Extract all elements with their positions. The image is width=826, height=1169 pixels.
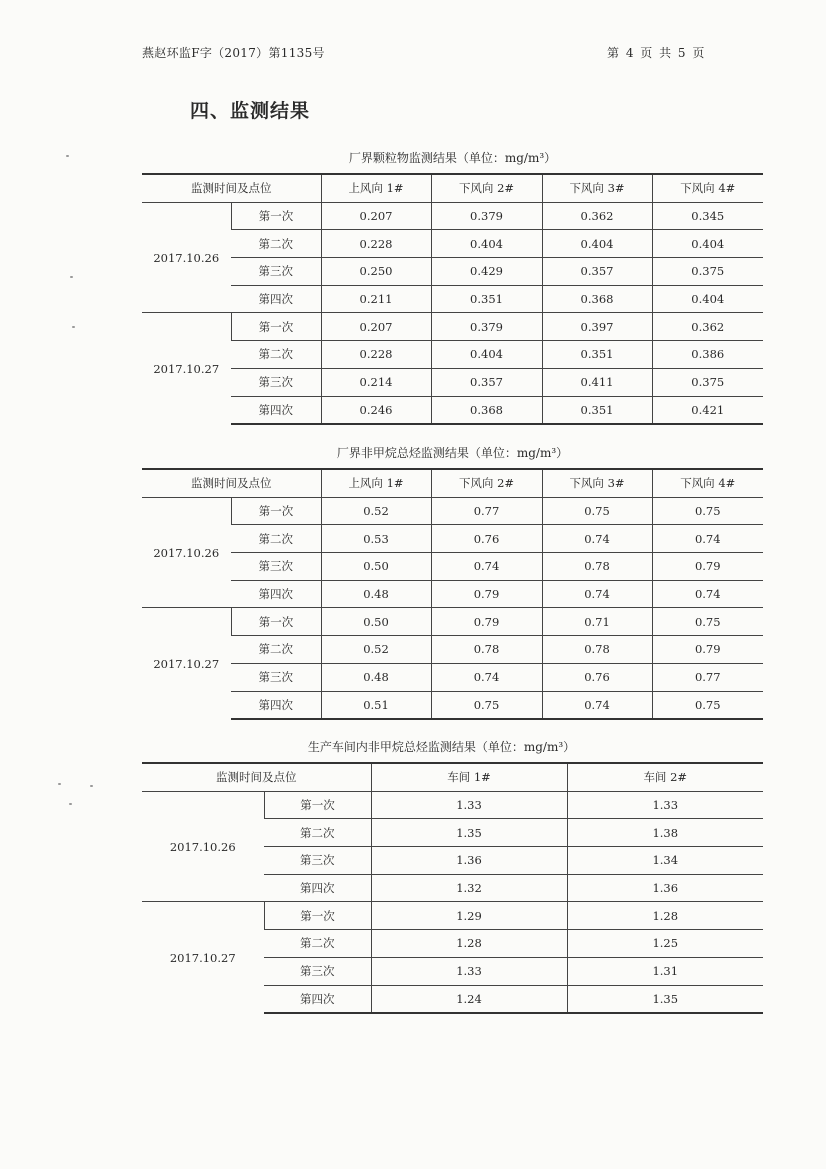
value-cell: 1.28 [371,930,567,958]
value-cell: 0.76 [542,663,652,691]
table-row [142,691,763,719]
table-row [142,202,763,230]
sample-label: 第二次 [231,525,321,553]
table-row [142,663,763,691]
value-cell: 0.71 [542,608,652,636]
value-cell: 0.386 [652,341,763,369]
value-cell: 1.36 [567,874,763,902]
value-cell: 0.404 [652,230,763,258]
value-cell: 0.375 [652,368,763,396]
value-cell: 0.351 [431,285,542,313]
table-row [142,368,763,396]
section-title: 四、监测结果 [190,100,311,122]
column-header: 车间 1# [371,763,567,791]
value-cell: 0.51 [321,691,431,719]
value-cell: 0.79 [652,553,763,581]
value-cell: 1.29 [371,902,567,930]
document-number: 燕赵环监F字（2017）第1135号 [142,46,325,60]
value-cell: 0.368 [431,396,542,424]
value-cell: 0.77 [431,497,542,525]
value-cell: 0.211 [321,285,431,313]
column-header: 下风向 3# [542,469,652,497]
table-row [142,497,763,525]
sample-label: 第三次 [231,663,321,691]
table-row [142,230,763,258]
table-row [142,396,763,424]
table-row [142,553,763,581]
value-cell: 0.74 [542,525,652,553]
value-cell: 0.345 [652,202,763,230]
value-cell: 1.24 [371,985,567,1013]
sample-label: 第四次 [231,580,321,608]
value-cell: 0.207 [321,313,431,341]
value-cell: 0.357 [431,368,542,396]
nmhc-boundary-table [142,468,763,720]
sample-label: 第一次 [264,902,371,930]
column-header: 下风向 2# [431,469,542,497]
value-cell: 0.404 [431,230,542,258]
value-cell: 0.76 [431,525,542,553]
value-cell: 1.32 [371,874,567,902]
value-cell: 1.31 [567,957,763,985]
sample-label: 第二次 [264,930,371,958]
value-cell: 0.79 [431,580,542,608]
value-cell: 0.421 [652,396,763,424]
table-row [142,525,763,553]
sample-label: 第一次 [231,313,321,341]
value-cell: 0.404 [542,230,652,258]
sample-label: 第四次 [231,285,321,313]
scan-speck [90,785,93,787]
value-cell: 0.404 [652,285,763,313]
value-cell: 0.375 [652,258,763,286]
value-cell: 0.79 [652,636,763,664]
nmhc-workshop-table [142,762,763,1014]
value-cell: 0.74 [431,553,542,581]
date-group [142,313,763,424]
date-cell: 2017.10.27 [142,608,231,719]
value-cell: 0.362 [542,202,652,230]
sample-label: 第二次 [264,819,371,847]
table-row [142,791,763,819]
table-row [142,580,763,608]
sample-label: 第二次 [231,341,321,369]
sample-label: 第三次 [231,368,321,396]
value-cell: 1.35 [371,819,567,847]
value-cell: 1.34 [567,847,763,875]
value-cell: 0.74 [542,580,652,608]
table-row [142,902,763,930]
scan-speck [58,783,61,785]
value-cell: 0.357 [542,258,652,286]
table-row [142,608,763,636]
table-header-row [142,763,763,791]
sample-label: 第一次 [264,791,371,819]
value-cell: 0.74 [542,691,652,719]
sample-label: 第三次 [231,258,321,286]
value-cell: 0.75 [652,691,763,719]
sample-label: 第三次 [264,957,371,985]
value-cell: 0.379 [431,313,542,341]
column-header: 下风向 4# [652,469,763,497]
table-row [142,636,763,664]
sample-label: 第四次 [231,396,321,424]
value-cell: 0.52 [321,636,431,664]
value-cell: 0.75 [542,497,652,525]
date-cell: 2017.10.26 [142,202,231,313]
date-group [142,791,763,902]
date-cell: 2017.10.27 [142,902,264,1013]
value-cell: 0.52 [321,497,431,525]
value-cell: 0.77 [652,663,763,691]
date-group [142,202,763,313]
sample-label: 第四次 [264,985,371,1013]
value-cell: 0.362 [652,313,763,341]
scan-speck [69,803,72,805]
value-cell: 0.78 [431,636,542,664]
page-info: 第 4 页 共 5 页 [607,46,705,60]
column-header: 监测时间及点位 [142,763,371,791]
value-cell: 0.429 [431,258,542,286]
date-group [142,902,763,1013]
value-cell: 0.207 [321,202,431,230]
sample-label: 第三次 [231,553,321,581]
value-cell: 0.246 [321,396,431,424]
value-cell: 0.75 [431,691,542,719]
date-group [142,608,763,719]
table-caption-particulate: 厂界颗粒物监测结果（单位：mg/m³） [348,151,557,165]
value-cell: 0.379 [431,202,542,230]
table-caption-nmhc-boundary: 厂界非甲烷总烃监测结果（单位：mg/m³） [336,446,569,460]
value-cell: 0.250 [321,258,431,286]
value-cell: 1.33 [567,791,763,819]
table-row [142,313,763,341]
value-cell: 0.228 [321,341,431,369]
column-header: 下风向 4# [652,174,763,202]
value-cell: 1.28 [567,902,763,930]
column-header: 车间 2# [567,763,763,791]
value-cell: 0.228 [321,230,431,258]
column-header: 下风向 2# [431,174,542,202]
column-header: 监测时间及点位 [142,174,321,202]
value-cell: 1.25 [567,930,763,958]
scan-speck [72,326,75,328]
column-header: 下风向 3# [542,174,652,202]
value-cell: 0.411 [542,368,652,396]
table-row [142,341,763,369]
column-header: 上风向 1# [321,174,431,202]
value-cell: 0.74 [431,663,542,691]
value-cell: 0.50 [321,553,431,581]
table-header-row [142,469,763,497]
value-cell: 0.75 [652,497,763,525]
value-cell: 0.48 [321,580,431,608]
value-cell: 1.33 [371,957,567,985]
column-header: 监测时间及点位 [142,469,321,497]
table-header-row [142,174,763,202]
value-cell: 1.36 [371,847,567,875]
value-cell: 0.74 [652,525,763,553]
value-cell: 0.214 [321,368,431,396]
value-cell: 0.404 [431,341,542,369]
date-group [142,497,763,608]
value-cell: 1.35 [567,985,763,1013]
sample-label: 第四次 [231,691,321,719]
value-cell: 0.78 [542,553,652,581]
value-cell: 0.351 [542,396,652,424]
value-cell: 1.38 [567,819,763,847]
scan-speck [66,155,69,157]
value-cell: 0.351 [542,341,652,369]
sample-label: 第一次 [231,202,321,230]
value-cell: 0.53 [321,525,431,553]
table-caption-nmhc-workshop: 生产车间内非甲烷总烃监测结果（单位：mg/m³） [307,740,576,754]
value-cell: 0.50 [321,608,431,636]
table-row [142,258,763,286]
value-cell: 0.79 [431,608,542,636]
particulate-table [142,173,763,425]
value-cell: 0.75 [652,608,763,636]
date-cell: 2017.10.26 [142,497,231,608]
value-cell: 0.78 [542,636,652,664]
sample-label: 第二次 [231,230,321,258]
sample-label: 第三次 [264,847,371,875]
sample-label: 第二次 [231,636,321,664]
value-cell: 0.368 [542,285,652,313]
column-header: 上风向 1# [321,469,431,497]
table-row [142,285,763,313]
value-cell: 0.48 [321,663,431,691]
value-cell: 0.397 [542,313,652,341]
scan-speck [70,276,73,278]
date-cell: 2017.10.26 [142,791,264,902]
value-cell: 0.74 [652,580,763,608]
date-cell: 2017.10.27 [142,313,231,424]
sample-label: 第四次 [264,874,371,902]
sample-label: 第一次 [231,608,321,636]
sample-label: 第一次 [231,497,321,525]
value-cell: 1.33 [371,791,567,819]
